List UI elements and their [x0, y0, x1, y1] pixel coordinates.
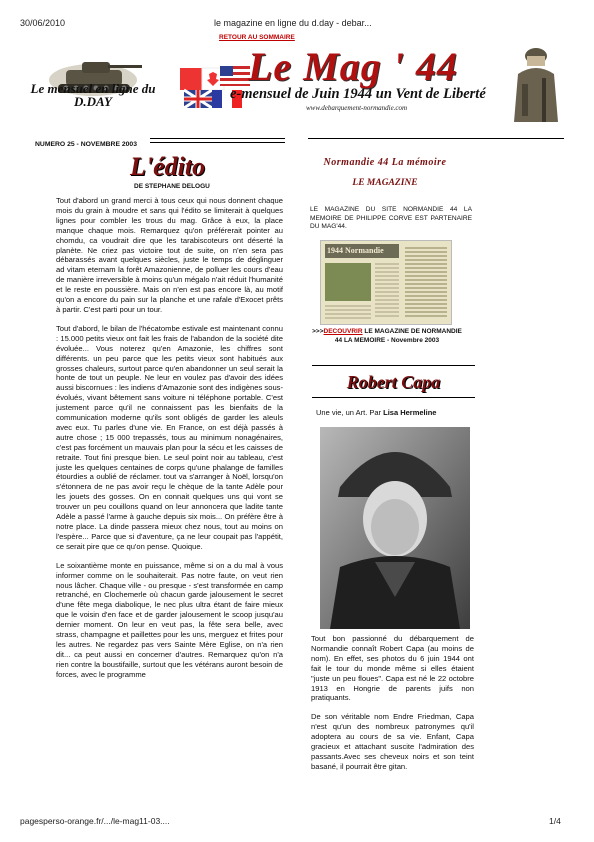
left-logo [30, 52, 156, 118]
edito-heading: L'édito [130, 152, 206, 181]
capa-byline-prefix: Une vie, un Art. Par [316, 408, 384, 417]
capa-rule-bottom [312, 397, 475, 398]
capa-photo [320, 427, 470, 629]
magazine-title: Le Mag ' 44 [248, 44, 458, 89]
normandie44-banner-line2: LE MAGAZINE [352, 178, 418, 188]
magazine-thumbnail[interactable] [320, 240, 452, 325]
capa-rule-top [312, 365, 475, 366]
return-to-summary-link[interactable]: RETOUR AU SOMMAIRE [219, 34, 295, 41]
print-page-count: 1/4 [549, 816, 561, 826]
soldier-icon [512, 44, 562, 122]
print-page-title: le magazine en ligne du d.day - debar... [214, 18, 372, 28]
capa-author: Lisa Hermeline [383, 408, 437, 417]
capa-byline [316, 408, 436, 417]
thumbnail-caption [325, 305, 371, 319]
print-url: pagesperso-orange.fr/.../le-mag11-03.... [20, 816, 170, 826]
rule-top-right [308, 138, 564, 139]
capa-paragraph-2: De son véritable nom Endre Friedman, Capa n'est qu'un des nombreux patronymes qu'il adoptera au cours de sa vie. Enfant, Capa gracieux et attachant suscite l'admiration des passants.Avec ses cheveux noirs et son teint basané, il pourrait être gitan. [311, 712, 474, 771]
left-logo-text: Le mensuel en ligne du D.DAY [30, 81, 156, 109]
discover-prefix: >>> [312, 328, 324, 335]
thumbnail-text-lines [375, 263, 399, 319]
magazine-subtitle: e-mensuel de Juin 1944 un Vent de Liberté [230, 86, 486, 102]
rule-top-left [150, 138, 285, 139]
thumbnail-photo [325, 263, 371, 301]
capa-paragraph-1: Tout bon passionné du débarquement de Normandie connaît Robert Capa (au moins de nom). En effet, ses photos du 6 juin 1944 ont fait le tour du monde même si elles étaient "juste un peu floues". Capa est né le 22 octobre 1913 en Hongrie de parents juifs non pratiquants. [311, 634, 474, 703]
normandie44-intro: LE MAGAZINE DU SITE NORMANDIE 44 LA MEMOIRE DE PHILIPPE CORVE EST PARTENAIRE DU MAG'44. [310, 206, 472, 231]
rule-top-left-2 [150, 142, 285, 143]
capa-body [311, 634, 474, 806]
thumbnail-side-text [405, 247, 447, 319]
normandie44-banner-line1: Normandie 44 La mémoire [323, 157, 447, 168]
print-date: 30/06/2010 [20, 18, 66, 28]
issue-number: NUMERO 25 - NOVEMBRE 2003 [35, 141, 137, 148]
magazine-site: www.debarquement-normandie.com [306, 104, 408, 112]
discover-link[interactable]: DECOUVRIR [323, 328, 363, 335]
discover-magazine [312, 328, 462, 345]
edito-paragraph-2: Tout d'abord, le bilan de l'hécatombe estivale est maintenant connu : 15.000 petits vieux ont fait les frais de l'abandon de la société dite évoluée... Vous noterez qu'en Amazonie, les chiffres sont différents. un peu parce que les petits vieux sont habitués aux grosses chaleurs, surtout parce qu'en abandonner un seul serait la honte de tout un peuple. Ne leur en voulez pas d'avoir des idées aussi biscornues : les indiens d'Amazonie sont des indigènes sous-évolués, vivant bêtement sans voiture ni téléphone portable. C'est justement parce qu'il ne connaissent pas les bienfaits de la communication moderne qu'ils sont obligés de garder les aïeuls avec eux. Tu parles d'une vie. En France, on est déjà passés à autre chose ; 15 000 trepassés, tous au minimum nonagénaires, c'est pas forcément un mauvais plan pour la sécu et les caisses de retraite. Tout fini presque bien. Le seul point noir au tableau, c'est juste les quelques centaines de corps qu'une phalange de familles étourdies a oublié de réclamer. tout va s'arranger à Noël, lorsqu'on s'étonnera de ne pas avoir reçu le chèque de la tante Adèle pour les jouets des gosses. On en connait quelques uns qui vont se trouver un peu couillons quand on leur annoncera que ladite tante Adèle a passé l'arme à gauche depuis six mois... On préfère être à notre place. La dinde passera mieux chez nous, tout au moins on l'espère... Parce que si d'aventure, ça ne leur coupait pas l'appétit, ce serait pire que ce qu'on pense. Quoique. [56, 323, 283, 551]
edito-author: DE STEPHANE DELOGU [134, 183, 210, 190]
discover-rest: LE MAGAZINE DE NORMANDIE 44 LA MEMOIRE - Novembre 2003 [334, 328, 462, 344]
masthead [180, 46, 510, 122]
thumbnail-title: 1944 Normandie [325, 244, 399, 258]
capa-heading: Robert Capa [346, 372, 441, 392]
edito-body [56, 196, 283, 802]
edito-paragraph-1: Tout d'abord un grand merci à tous ceux qui nous donnent chaque mois du grain à moudre et sans qui l'édito se limiterait à quelques lignes pour combler les trous du mag. Grâce à eux, la place manque chaque mois. Remarquez qu'on préférerait pointer au chomdu, ca voudrait dire que les tarabiscoteurs ont déserté la planète. Ne criez pas victoire tout de suite, on n'en sera pas débarassés avant quelques siècles, juste le temps de déglinguer ad vitam eternam la forêt Amazonienne, de polluer les cours d'eau de manière irreversible à moins qu'un mégalo n'ait réduit l'humanité et le reste en poussière. Mais on n'en est pas encore là, au motif qu'on a encore du pain sur la planche et une rafale d'Exocet prêts à partir. C'est parti pour un tour. [56, 196, 283, 314]
edito-paragraph-3: Le soixantième monte en puissance, même si on a du mal à vous informer comme on le souhaiterait. Pas notre faute, on veut rien nous lâcher. Chaque ville - ou presque - s'est transformée en camp retranché, en Clochemerle où chacun garde jalousement le secret d'une fête mega diabolique, le nec plus ultra étant de faire mieux que le voisin d'en face et de garder jalousement le scoop jusqu'au dernier moment. On leur en veut pas, la fête sera belle, avec strass, champagne et paillettes pour les uns, merguez et frites pour les autres. Ne regardez pas vers Sainte Mère Eglise, on n'a rien dit... ca peut aussi en concerner d'autres. Remarquez qu'on n'a rien contre la boustifaille, surtout que les vétérans auront besoin de forces, avec le programme [56, 560, 283, 679]
